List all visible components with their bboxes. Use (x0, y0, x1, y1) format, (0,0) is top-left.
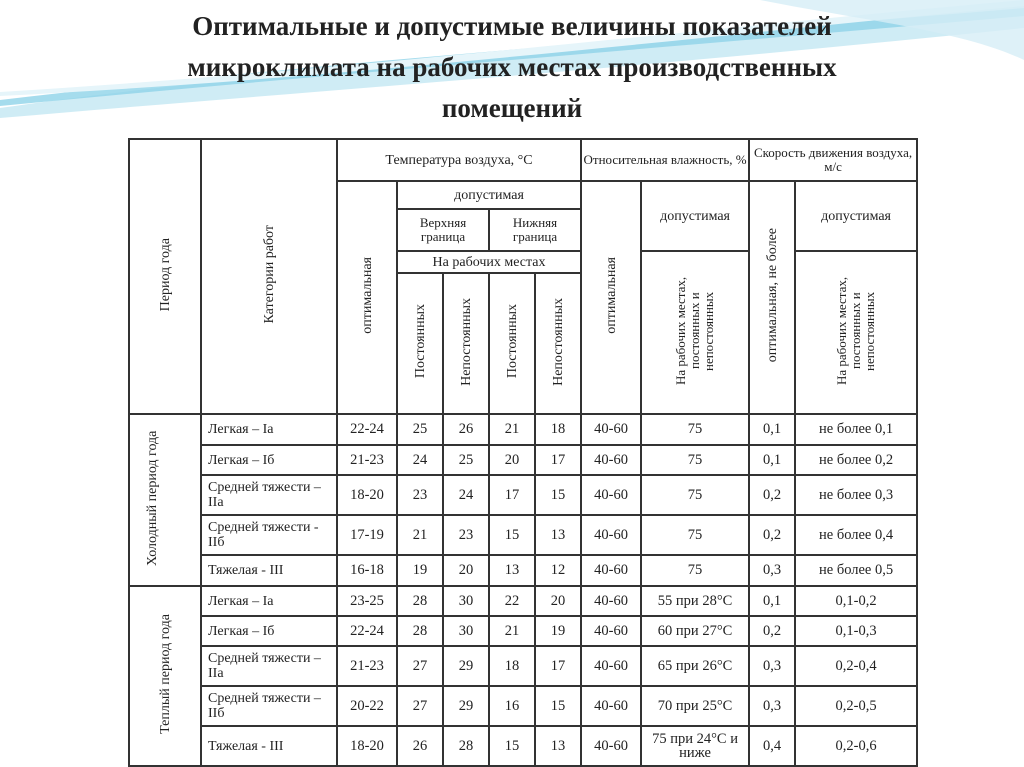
row-category: Средней тяжести – IIа (201, 475, 337, 515)
cell-hum-allowed: 75 (641, 414, 749, 445)
cell-lower-permanent: 21 (489, 414, 535, 445)
cell-temp-optimal: 22-24 (337, 616, 397, 646)
cell-upper-permanent: 28 (397, 586, 443, 616)
cell-hum-allowed: 75 (641, 475, 749, 515)
cell-hum-optimal: 40-60 (581, 414, 641, 445)
row-category: Легкая – Iб (201, 445, 337, 475)
cell-upper-non-permanent: 23 (443, 515, 489, 555)
table-row (129, 646, 917, 686)
row-category: Средней тяжести - IIб (201, 515, 337, 555)
row-category: Легкая – Iб (201, 616, 337, 646)
cell-upper-permanent: 27 (397, 686, 443, 726)
cell-hum-allowed: 75 (641, 555, 749, 586)
cell-upper-non-permanent: 28 (443, 726, 489, 766)
cell-upper-permanent: 25 (397, 414, 443, 445)
cell-upper-permanent: 21 (397, 515, 443, 555)
title-line-2: микроклимата на рабочих местах производственных (187, 52, 837, 82)
cell-upper-permanent: 26 (397, 726, 443, 766)
cell-speed-allowed: 0,2-0,5 (795, 686, 917, 726)
header-speed: Скорость движения воздуха, м/с (749, 139, 917, 181)
microclimate-table (128, 138, 918, 767)
cell-temp-optimal: 21-23 (337, 445, 397, 475)
cell-speed-optimal: 0,1 (749, 414, 795, 445)
table-row (129, 475, 917, 515)
table-row (129, 586, 917, 616)
cell-speed-optimal: 0,4 (749, 726, 795, 766)
cell-upper-permanent: 28 (397, 616, 443, 646)
row-category: Легкая – Ia (201, 414, 337, 445)
cell-upper-permanent: 24 (397, 445, 443, 475)
cell-speed-allowed: не более 0,4 (795, 515, 917, 555)
cell-upper-non-permanent: 20 (443, 555, 489, 586)
table-row (129, 726, 917, 766)
cell-speed-allowed: не более 0,5 (795, 555, 917, 586)
header-speed-allowed-detail: На рабочих местах, постоянных и непостоянных (795, 251, 917, 414)
cell-lower-non-permanent: 17 (535, 445, 581, 475)
cell-lower-permanent: 21 (489, 616, 535, 646)
cell-hum-allowed: 55 при 28°С (641, 586, 749, 616)
cell-speed-optimal: 0,3 (749, 646, 795, 686)
row-category: Средней тяжести – IIа (201, 646, 337, 686)
cell-speed-allowed: 0,2-0,6 (795, 726, 917, 766)
row-category: Средней тяжести – IIб (201, 686, 337, 726)
cell-lower-non-permanent: 18 (535, 414, 581, 445)
cell-hum-optimal: 40-60 (581, 616, 641, 646)
cell-temp-optimal: 18-20 (337, 475, 397, 515)
title-line-1: Оптимальные и допустимые величины показателей (192, 11, 832, 41)
cell-lower-non-permanent: 13 (535, 726, 581, 766)
cell-hum-optimal: 40-60 (581, 445, 641, 475)
cell-hum-allowed: 60 при 27°С (641, 616, 749, 646)
cell-lower-permanent: 18 (489, 646, 535, 686)
cell-upper-non-permanent: 25 (443, 445, 489, 475)
cell-speed-optimal: 0,2 (749, 475, 795, 515)
cell-speed-allowed: не более 0,3 (795, 475, 917, 515)
row-category: Легкая – Ia (201, 586, 337, 616)
cell-hum-optimal: 40-60 (581, 475, 641, 515)
cell-lower-non-permanent: 17 (535, 646, 581, 686)
title-line-3: помещений (441, 93, 583, 123)
cell-speed-allowed: не более 0,2 (795, 445, 917, 475)
cell-temp-optimal: 22-24 (337, 414, 397, 445)
cell-hum-allowed: 75 (641, 515, 749, 555)
cell-temp-optimal: 20-22 (337, 686, 397, 726)
header-temperature: Температура воздуха, °С (337, 139, 581, 181)
cell-temp-optimal: 16-18 (337, 555, 397, 586)
cell-lower-non-permanent: 13 (535, 515, 581, 555)
cell-upper-non-permanent: 29 (443, 686, 489, 726)
table-row (129, 686, 917, 726)
cell-hum-optimal: 40-60 (581, 726, 641, 766)
cell-lower-non-permanent: 19 (535, 616, 581, 646)
cell-lower-non-permanent: 15 (535, 475, 581, 515)
header-speed-optimal: оптимальная, не более (749, 181, 795, 414)
cell-upper-non-permanent: 29 (443, 646, 489, 686)
header-speed-allowed: допустимая (795, 181, 917, 251)
header-lower-non-permanent: Непостоянных (535, 273, 581, 414)
cell-upper-non-permanent: 30 (443, 616, 489, 646)
cell-temp-optimal: 23-25 (337, 586, 397, 616)
header-upper-bound: Верхняя граница (397, 209, 489, 251)
cell-lower-permanent: 17 (489, 475, 535, 515)
cell-lower-permanent: 16 (489, 686, 535, 726)
header-row-1 (129, 139, 917, 181)
cell-temp-optimal: 18-20 (337, 726, 397, 766)
cell-speed-allowed: 0,1-0,3 (795, 616, 917, 646)
cell-hum-allowed: 70 при 25°С (641, 686, 749, 726)
cell-lower-permanent: 20 (489, 445, 535, 475)
cell-hum-optimal: 40-60 (581, 586, 641, 616)
cell-lower-non-permanent: 15 (535, 686, 581, 726)
cell-lower-non-permanent: 20 (535, 586, 581, 616)
cell-upper-non-permanent: 26 (443, 414, 489, 445)
cell-speed-optimal: 0,1 (749, 586, 795, 616)
header-hum-optimal: оптимальная (581, 181, 641, 414)
row-category: Тяжелая - III (201, 726, 337, 766)
header-hum-allowed-detail: На рабочих местах, постоянных и непостоянных (641, 251, 749, 414)
cell-upper-non-permanent: 24 (443, 475, 489, 515)
table-row (129, 445, 917, 475)
warm-period-label: Теплый период года (129, 586, 201, 766)
cell-hum-allowed: 75 при 24°С и ниже (641, 726, 749, 766)
header-humidity: Относительная влажность, % (581, 139, 749, 181)
cell-speed-allowed: 0,2-0,4 (795, 646, 917, 686)
cell-speed-optimal: 0,1 (749, 445, 795, 475)
table-row (129, 616, 917, 646)
cell-temp-optimal: 21-23 (337, 646, 397, 686)
header-temp-optimal: оптимальная (337, 181, 397, 414)
header-lower-bound: Нижняя граница (489, 209, 581, 251)
cell-lower-permanent: 13 (489, 555, 535, 586)
cell-speed-optimal: 0,3 (749, 686, 795, 726)
header-lower-permanent: Постоянных (489, 273, 535, 414)
cell-hum-optimal: 40-60 (581, 686, 641, 726)
cell-hum-allowed: 65 при 26°С (641, 646, 749, 686)
cell-lower-permanent: 22 (489, 586, 535, 616)
cell-lower-permanent: 15 (489, 726, 535, 766)
header-period: Период года (129, 139, 201, 414)
cell-lower-permanent: 15 (489, 515, 535, 555)
header-at-workplaces: На рабочих местах (397, 251, 581, 273)
cell-upper-non-permanent: 30 (443, 586, 489, 616)
cell-hum-optimal: 40-60 (581, 646, 641, 686)
cell-speed-optimal: 0,2 (749, 616, 795, 646)
header-hum-allowed: допустимая (641, 181, 749, 251)
microclimate-table-wrapper (128, 138, 916, 765)
cell-hum-optimal: 40-60 (581, 555, 641, 586)
table-row (129, 555, 917, 586)
cell-upper-permanent: 23 (397, 475, 443, 515)
cell-lower-non-permanent: 12 (535, 555, 581, 586)
cold-period-label: Холодный период года (129, 414, 201, 586)
page-title (40, 6, 984, 129)
header-temp-allowed: допустимая (397, 181, 581, 209)
cell-temp-optimal: 17-19 (337, 515, 397, 555)
cell-speed-allowed: 0,1-0,2 (795, 586, 917, 616)
cell-speed-allowed: не более 0,1 (795, 414, 917, 445)
header-upper-non-permanent: Непостоянных (443, 273, 489, 414)
cell-speed-optimal: 0,3 (749, 555, 795, 586)
cell-upper-permanent: 19 (397, 555, 443, 586)
cell-hum-allowed: 75 (641, 445, 749, 475)
table-row (129, 414, 917, 445)
header-upper-permanent: Постоянных (397, 273, 443, 414)
cell-speed-optimal: 0,2 (749, 515, 795, 555)
table-row (129, 515, 917, 555)
cell-upper-permanent: 27 (397, 646, 443, 686)
cell-hum-optimal: 40-60 (581, 515, 641, 555)
header-category: Категории работ (201, 139, 337, 414)
row-category: Тяжелая - III (201, 555, 337, 586)
